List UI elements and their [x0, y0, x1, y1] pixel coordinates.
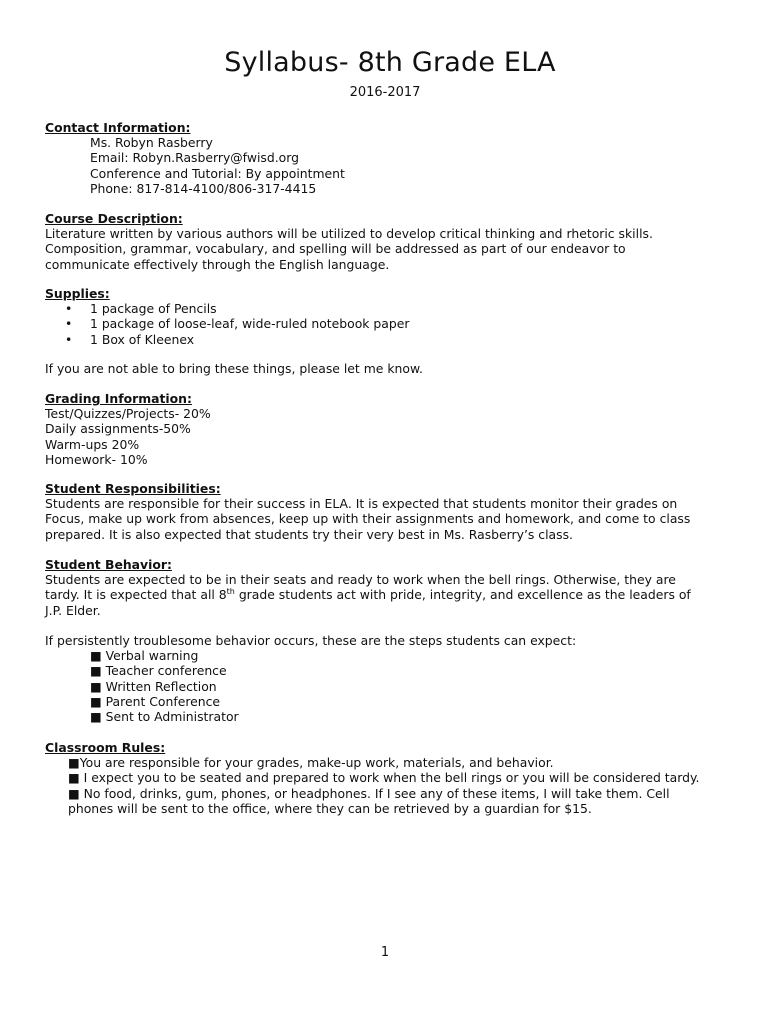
grading-line: Warm-ups 20%: [45, 436, 140, 452]
responsibilities-line: Students are responsible for their success in ELA. It is expected that students monitor their grades on: [45, 496, 678, 512]
responsibilities-line: Focus, make up work from absences, keep up with their assignments and homework, and come to class: [45, 511, 691, 527]
responsibilities-heading: Student Responsibilities:: [45, 481, 221, 496]
list-item-continuation: phones will be sent to the office, where they can be retrieved by a guardian for $15.: [68, 800, 592, 816]
contact-heading: Contact Information:: [45, 120, 191, 135]
grading-line: Homework- 10%: [45, 451, 148, 467]
behavior-line: tardy. It is expected that all 8th grade students act with pride, integrity, and excellence as the leaders of: [45, 587, 691, 603]
rules-section: [45, 740, 725, 816]
contact-name: Ms. Robyn Rasberry: [90, 135, 213, 151]
list-item: ■ I expect you to be seated and prepared to work when the bell rings or you will be considered tardy.: [68, 770, 700, 786]
responsibilities-section: [45, 481, 725, 542]
school-year: 2016-2017: [349, 85, 421, 100]
course-heading: Course Description:: [45, 211, 183, 226]
list-item: ■ Teacher conference: [90, 663, 227, 679]
list-item: ■You are responsible for your grades, make-up work, materials, and behavior.: [68, 755, 554, 771]
supplies-section: [45, 286, 725, 347]
bullet-icon: •: [65, 331, 73, 347]
behavior-section: [45, 557, 725, 618]
list-item: • 1 Box of Kleenex: [65, 331, 195, 347]
supplies-note: If you are not able to bring these things, please let me know.: [45, 361, 423, 376]
behavior-heading: Student Behavior:: [45, 557, 172, 572]
bullet-icon: •: [65, 301, 73, 317]
document-title: Syllabus- 8th Grade ELA: [224, 47, 556, 78]
ordinal-suffix: th: [226, 587, 235, 597]
course-section: [45, 211, 725, 272]
bullet-icon: •: [65, 316, 73, 332]
responsibilities-line: prepared. It is also expected that students try their very best in Ms. Rasberry’s class.: [45, 526, 573, 542]
grading-line: Daily assignments-50%: [45, 421, 191, 437]
course-line: Composition, grammar, vocabulary, and spelling will be addressed as part of our endeavor to: [45, 241, 626, 257]
contact-conference: Conference and Tutorial: By appointment: [90, 165, 345, 181]
list-item: ■ Parent Conference: [90, 693, 221, 709]
course-line: communicate effectively through the English language.: [45, 256, 390, 272]
list-item: ■ Sent to Administrator: [90, 709, 239, 725]
supplies-list: [45, 301, 725, 347]
list-item: ■ Written Reflection: [90, 678, 217, 694]
rules-list: [45, 755, 725, 816]
course-line: Literature written by various authors will be utilized to develop critical thinking and rhetoric skills.: [45, 226, 653, 242]
contact-phone: Phone: 817-814-4100/806-317-4415: [90, 180, 317, 196]
contact-section: [45, 120, 725, 196]
list-item: ■ Verbal warning: [90, 648, 199, 664]
behavior-line: J.P. Elder.: [45, 602, 101, 618]
steps-list: [45, 648, 725, 724]
steps-intro: If persistently troublesome behavior occurs, these are the steps students can expect:: [45, 633, 577, 648]
contact-email: Email: Robyn.Rasberry@fwisd.org: [90, 150, 299, 166]
page-number: 1: [380, 945, 390, 960]
list-item: • 1 package of loose-leaf, wide-ruled notebook paper: [65, 316, 410, 332]
grading-line: Test/Quizzes/Projects- 20%: [45, 406, 211, 422]
supplies-heading: Supplies:: [45, 286, 110, 301]
list-item: ■ No food, drinks, gum, phones, or headphones. If I see any of these items, I will take them. Cell: [68, 785, 670, 801]
list-item: • 1 package of Pencils: [65, 301, 217, 317]
behavior-line: Students are expected to be in their seats and ready to work when the bell rings. Otherwise, they are: [45, 572, 676, 588]
behavior-steps: [45, 633, 725, 724]
rules-heading: Classroom Rules:: [45, 740, 166, 755]
grading-section: [45, 391, 725, 467]
grading-heading: Grading Information:: [45, 391, 192, 406]
